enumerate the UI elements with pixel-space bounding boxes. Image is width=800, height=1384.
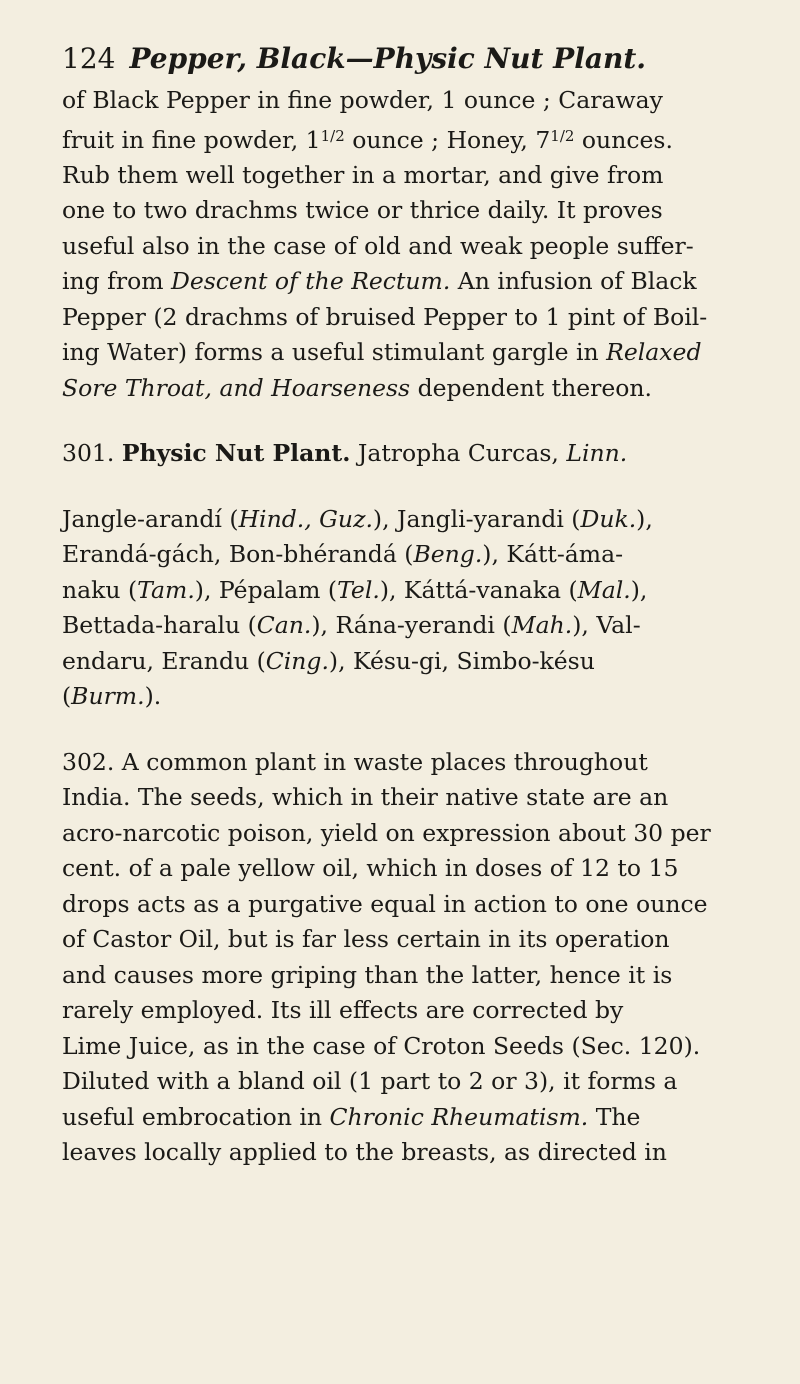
text-line: Rub them well together in a mortar, and give from	[62, 160, 664, 189]
text-line: fruit in fine powder, $1^{1/2}$ ounce ; Honey, $7^{1/2}$ ounces.	[62, 125, 673, 154]
section-title: Physic Nut Plant.	[121, 439, 351, 468]
text-line: ing from Descent of the Rectum. An infusion of Black	[62, 267, 697, 296]
text-line: 302. A common plant in waste places throughout	[62, 747, 648, 776]
vernacular-names	[62, 502, 748, 715]
text-line	[62, 436, 748, 472]
paragraph-302	[62, 745, 748, 1171]
section-heading-301	[62, 436, 748, 472]
text-line: leaves locally applied to the breasts, as directed in	[62, 1138, 667, 1167]
text-line: of Black Pepper in fine powder, 1 ounce ; Caraway	[62, 86, 663, 114]
text-line: Erandá-gách, Bon-bhérandá (Beng.), Kátt-áma-	[62, 540, 624, 569]
text-line: Pepper (2 drachms of bruised Pepper to 1 pint of Boil-	[62, 302, 708, 331]
text-line: endaru, Erandu (Cing.), Késu-gi, Simbo-késu	[62, 646, 595, 675]
text-line: useful also in the case of old and weak people suffer-	[62, 231, 694, 260]
authority: Linn.	[566, 439, 628, 468]
page-number: 124	[62, 42, 116, 75]
text-line: rarely employed. Its ill effects are corrected by	[62, 996, 624, 1025]
text-line: and causes more griping than the latter, hence it is	[62, 960, 673, 989]
text-line: useful embrocation in Chronic Rheumatism. The	[62, 1102, 641, 1131]
running-title: Pepper, Black—Physic Nut Plant.	[129, 42, 647, 75]
text-line: Bettada-haralu (Can.), Rána-yerandi (Mah.), Val-	[62, 611, 641, 640]
text-line: India. The seeds, which in their native state are an	[62, 783, 669, 812]
text-line: of Castor Oil, but is far less certain in its operation	[62, 925, 670, 954]
section-number: 301.	[62, 439, 115, 468]
text-line: Jangle-arandí (Hind., Guz.), Jangli-yarandi (Duk.),	[62, 504, 653, 533]
text-line: Sore Throat, and Hoarseness dependent thereon.	[62, 373, 653, 402]
running-header	[62, 42, 748, 75]
text-line: Lime Juice, as in the case of Croton Seeds (Sec. 120).	[62, 1031, 701, 1060]
text-line: one to two drachms twice or thrice daily. It proves	[62, 196, 663, 225]
text-line: (Burm.).	[62, 682, 162, 711]
fraction: 1/2	[320, 126, 345, 145]
text-line: naku (Tam.), Pépalam (Tel.), Káttá-vanaka (Mal.),	[62, 575, 648, 604]
text-line: drops acts as a purgative equal in action to one ounce	[62, 889, 708, 918]
text-line: acro-narcotic poison, yield on expression about 30 per	[62, 818, 711, 847]
text-line: ing Water) forms a useful stimulant gargle in Relaxed	[62, 338, 702, 367]
text-line: cent. of a pale yellow oil, which in doses of 12 to 15	[62, 854, 679, 883]
fraction: 1/2	[550, 126, 575, 145]
text-line: Diluted with a bland oil (1 part to 2 or 3), it forms a	[62, 1067, 678, 1096]
paragraph-black-pepper	[62, 83, 748, 406]
latin-name: Jatropha Curcas,	[357, 439, 559, 468]
